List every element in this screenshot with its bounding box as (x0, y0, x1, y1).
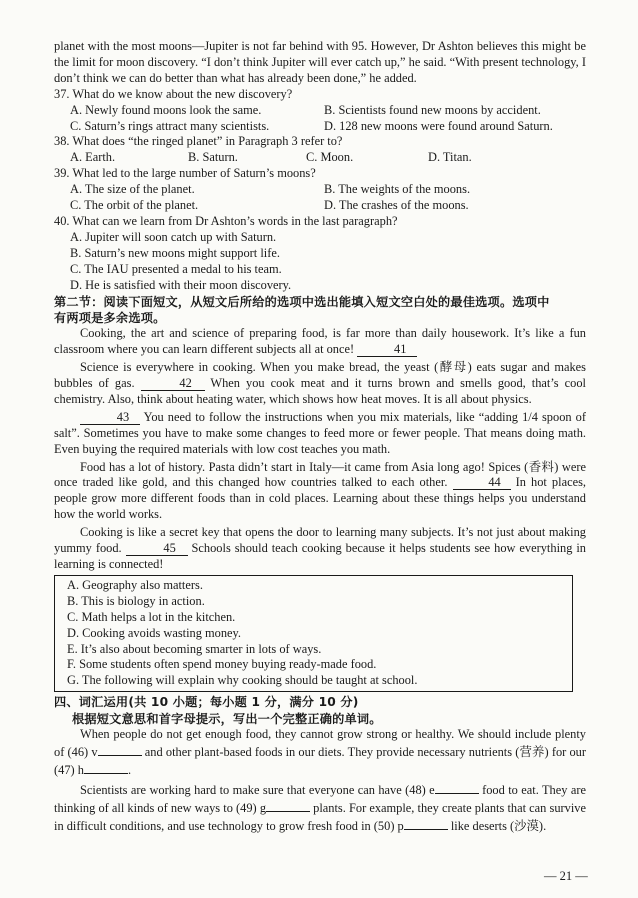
blank-46[interactable] (98, 743, 142, 756)
option-a[interactable]: A. Jupiter will soon catch up with Saturn. (70, 229, 277, 244)
passage-ending: planet with the most moons—Jupiter is not far behind with 95. However, Dr Ashton believes this might be the limit for moon discovery. “I don’t think Jupiter will ever catch up,” he said. “With present technology, I don’t think we can do better than what has already been done,” he added. (54, 39, 586, 85)
cloze-paragraph-5: Cooking is like a secret key that opens the door to learning many subjects. It’s not just about making yummy food. 45 Schools should teach cooking because it helps students see how everything in learning is connected! (54, 525, 586, 571)
page-number: — 21 — (544, 869, 588, 883)
question-39 (54, 166, 586, 214)
blank-43[interactable]: 43 (80, 411, 140, 425)
option-a[interactable]: A. Newly found moons look the same. (70, 102, 262, 117)
cloze-paragraph-3: 43 You need to follow the instructions when you mix materials, like “adding 1/4 spoon of salt”. Sometimes you have to make some changes to feed more or fewer people. That means doing math. Even buying the required materials with low cost teaches you math. (54, 409, 586, 456)
box-option-c: C. Math helps a lot in the kitchen. (67, 609, 236, 624)
options (54, 103, 586, 135)
question-stem: 40. What can we learn from Dr Ashton’s words in the last paragraph? (54, 213, 398, 228)
box-option-g: G. The following will explain why cooking should be taught at school. (67, 673, 418, 688)
question-38 (54, 134, 586, 166)
option-c[interactable]: C. The orbit of the planet. (70, 198, 199, 213)
blank-45[interactable]: 45 (126, 542, 188, 556)
option-d[interactable]: D. 128 new moons were found around Saturn. (324, 118, 553, 133)
blank-50[interactable] (404, 817, 448, 830)
cloze-paragraph-2: Science is everywhere in cooking. When you make bread, the yeast (酵母) eats sugar and makes bubbles of gas. 42 When you cook meat and it turns brown and smells good, that’s cool chemistry. Also, think about heating water, which shows how heat moves. It is all about physics. (54, 360, 586, 406)
section-4-instructions: 根据短文意思和首字母提示，写出一个完整正确的单词。 (72, 711, 382, 726)
option-d[interactable]: D. He is satisfied with their moon discovery. (70, 277, 292, 292)
blank-44[interactable]: 44 (453, 476, 511, 490)
cloze-paragraph-1: Cooking, the art and science of preparing food, is far more than daily housework. It’s like a fun classroom where you can learn different subjects all at once! 41 (54, 326, 586, 357)
box-option-d: D. Cooking avoids wasting money. (67, 625, 242, 640)
section-2-title: 第二节：阅读下面短文，从短文后所给的选项中选出能填入短文空白处的最佳选项。选项中 有两项是多余选项。 (54, 294, 550, 325)
option-b[interactable]: B. The weights of the moons. (324, 182, 471, 197)
vocab-paragraph-2: Scientists are working hard to make sure that everyone can have (48) e food to eat. They are thinking of all kinds of new ways to (49) g plants. For example, they create plants that can survive in difficult conditions, and use technology to grow fresh food in (50) p like deserts (沙漠). (54, 782, 586, 833)
options (54, 182, 586, 214)
blank-48[interactable] (435, 781, 479, 794)
option-b[interactable]: B. Saturn’s new moons might support life. (70, 245, 280, 260)
blank-42[interactable]: 42 (141, 377, 205, 391)
page-content (54, 39, 586, 835)
option-d[interactable]: D. Titan. (428, 150, 472, 165)
option-c[interactable]: C. The IAU presented a medal to his team. (70, 261, 282, 276)
cloze-paragraph-4: Food has a lot of history. Pasta didn’t start in Italy—it came from Asia long ago! Spices (香料) were once traded like gold, and this changed how countries talked to each other. 44 In hot places, people grow more different foods than in cold places. Learning about these things helps you understand how the world works. (54, 459, 586, 522)
box-option-a: A. Geography also matters. (67, 577, 203, 592)
blank-41[interactable]: 41 (357, 343, 417, 357)
option-a[interactable]: A. Earth. (70, 150, 116, 165)
option-a[interactable]: A. The size of the planet. (70, 182, 195, 197)
question-40 (54, 214, 586, 294)
question-stem: 39. What led to the large number of Saturn’s moons? (54, 166, 316, 181)
question-stem: 37. What do we know about the new discovery? (54, 86, 293, 101)
blank-47[interactable] (84, 761, 128, 774)
box-option-f: F. Some students often spend money buying ready-made food. (67, 657, 377, 672)
option-b[interactable]: B. Scientists found new moons by accident. (324, 102, 541, 117)
vocab-paragraph-1: When people do not get enough food, they cannot grow strong or healthy. We should include plenty of (46) v and other plant-based foods in our diets. They provide necessary nutrients (营养) for our (47) h . (54, 727, 587, 777)
question-stem: 38. What does “the ringed planet” in Paragraph 3 refer to? (54, 134, 343, 149)
option-b[interactable]: B. Saturn. (188, 150, 238, 165)
section-4-title: 四、词汇运用(共 10 小题；每小题 1 分，满分 10 分) (54, 695, 359, 710)
options (54, 150, 586, 166)
question-37 (54, 87, 586, 135)
option-c[interactable]: C. Moon. (306, 150, 354, 165)
answer-options-box (54, 575, 573, 692)
option-c[interactable]: C. Saturn’s rings attract many scientists. (70, 118, 270, 133)
box-option-b: B. This is biology in action. (67, 593, 205, 608)
blank-49[interactable] (266, 799, 310, 812)
option-d[interactable]: D. The crashes of the moons. (324, 198, 469, 213)
box-option-e: E. It’s also about becoming smarter in lots of ways. (67, 641, 322, 656)
